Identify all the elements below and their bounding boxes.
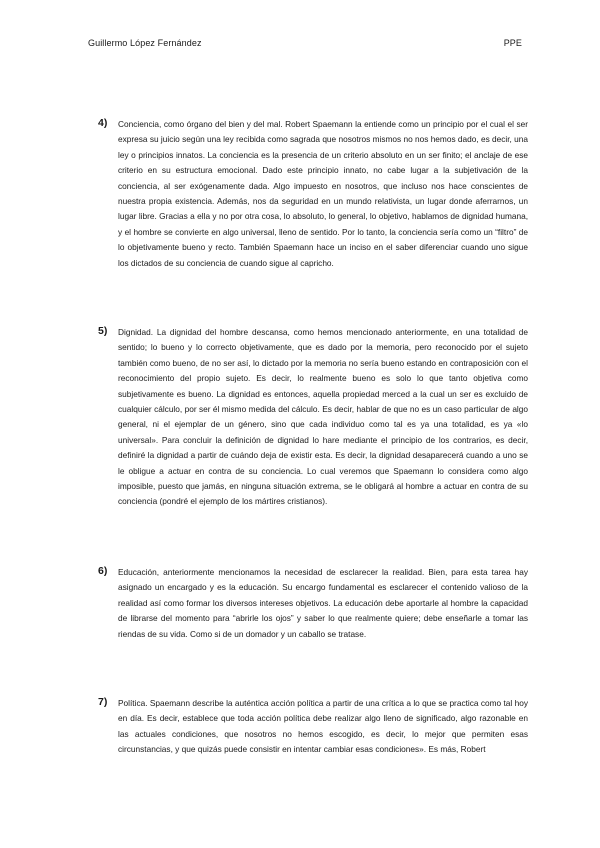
list-item-dignidad <box>98 325 528 510</box>
item-number: 6) <box>98 565 108 577</box>
page-header <box>88 38 522 48</box>
list-item-politica <box>98 696 528 758</box>
list-item-educacion <box>98 565 528 642</box>
item-number: 5) <box>98 325 108 337</box>
item-paragraph: Dignidad. La dignidad del hombre descansa, como hemos mencionado anteriormente, en una totalidad de sentido; lo bueno y lo correcto objetivamente, que es dado por la memoria, pero reconocido por el sujeto también como bueno, de no ser así, lo dictado por la memoria no sería bueno estando en contraposición con el reconocimiento del propio sujeto. Es decir, lo realmente bueno es solo lo que tanto objetiva como subjetivamente es bueno. La dignidad es entonces, aquella propiedad merced a la cual un ser es excluido de cualquier cálculo, por ser él mismo medida del cálculo. Es decir, hablar de que no es un caso particular de algo general, ni el ejemplar de un género, sino que cada individuo como tal es ya una totalidad, es ya «lo universal». Para concluir la definición de dignidad lo hare mediante el principio de los contrarios, es decir, definiré la dignidad a partir de cuándo deja de existir esta. Es decir, la dignidad desaparecerá cuando a uno se le obligue a actuar en contra de su conciencia. Lo cual veremos que Spaemann lo considera como algo imposible, puesto que jamás, en ninguna situación extrema, se le obligará al hombre a actuar en contra de su conciencia (pondré el ejemplo de los mártires cristianos). <box>118 327 528 507</box>
item-paragraph: Política. Spaemann describe la auténtica acción política a partir de una crítica a lo que se practica como tal hoy en día. Es decir, establece que toda acción política debe realizar algo lleno de significado, algo razonable en las actuales condiciones, que nosotros no hemos escogido, es decir, lo mejor que permiten esas circunstancias, y que quizás puede consistir en intentar cambiar esas condiciones». Es más, Robert <box>118 698 528 755</box>
list-item-conciencia <box>98 117 528 271</box>
header-doc-code: PPE <box>503 38 522 48</box>
item-number: 7) <box>98 696 108 708</box>
item-paragraph: Conciencia, como órgano del bien y del mal. Robert Spaemann la entiende como un principio por el cual el ser expresa su juicio según una ley recibida como sagrada que nosotros mismos no nos hemos dado, es decir, una ley o principios innatos. La conciencia es la presencia de un criterio absoluto en un ser finito; el anclaje de ese criterio en su estructura emocional. Dado este principio innato, no cabe lugar a la subjetivación de la conciencia, al ser exógenamente dada. Algo impuesto en nosotros, que incluso nos hace conscientes de nuestra propia existencia. Además, nos da seguridad en un mundo relativista, un lugar donde aferrarnos, un lugar libre. Gracias a ella y no por otra cosa, lo absoluto, lo general, lo objetivo, hablamos de dignidad humana, y el hombre se convierte en algo universal, lleno de sentido. Por lo tanto, la conciencia sería como un “filtro” de lo objetivamente bueno y recto. También Spaemann hace un inciso en el saber diferenciar cuando uno sigue los dictados de su conciencia de cuando sigue al capricho. <box>118 119 529 268</box>
item-number: 4) <box>98 117 108 129</box>
item-paragraph: Educación, anteriormente mencionamos la necesidad de esclarecer la realidad. Bien, para esta tarea hay asignado un encargado y es la educación. Su encargo fundamental es esclarecer el contenido valioso de la realidad así como formar los diversos intereses objetivos. La educación debe aportarle al hombre la capacidad de librarse del momento para “abrirle los ojos” y saber lo que realmente quiere; debe enseñarle a tomar las riendas de su vida. Como si de un domador y un caballo se tratase. <box>118 567 528 639</box>
header-author: Guillermo López Fernández <box>88 38 202 48</box>
